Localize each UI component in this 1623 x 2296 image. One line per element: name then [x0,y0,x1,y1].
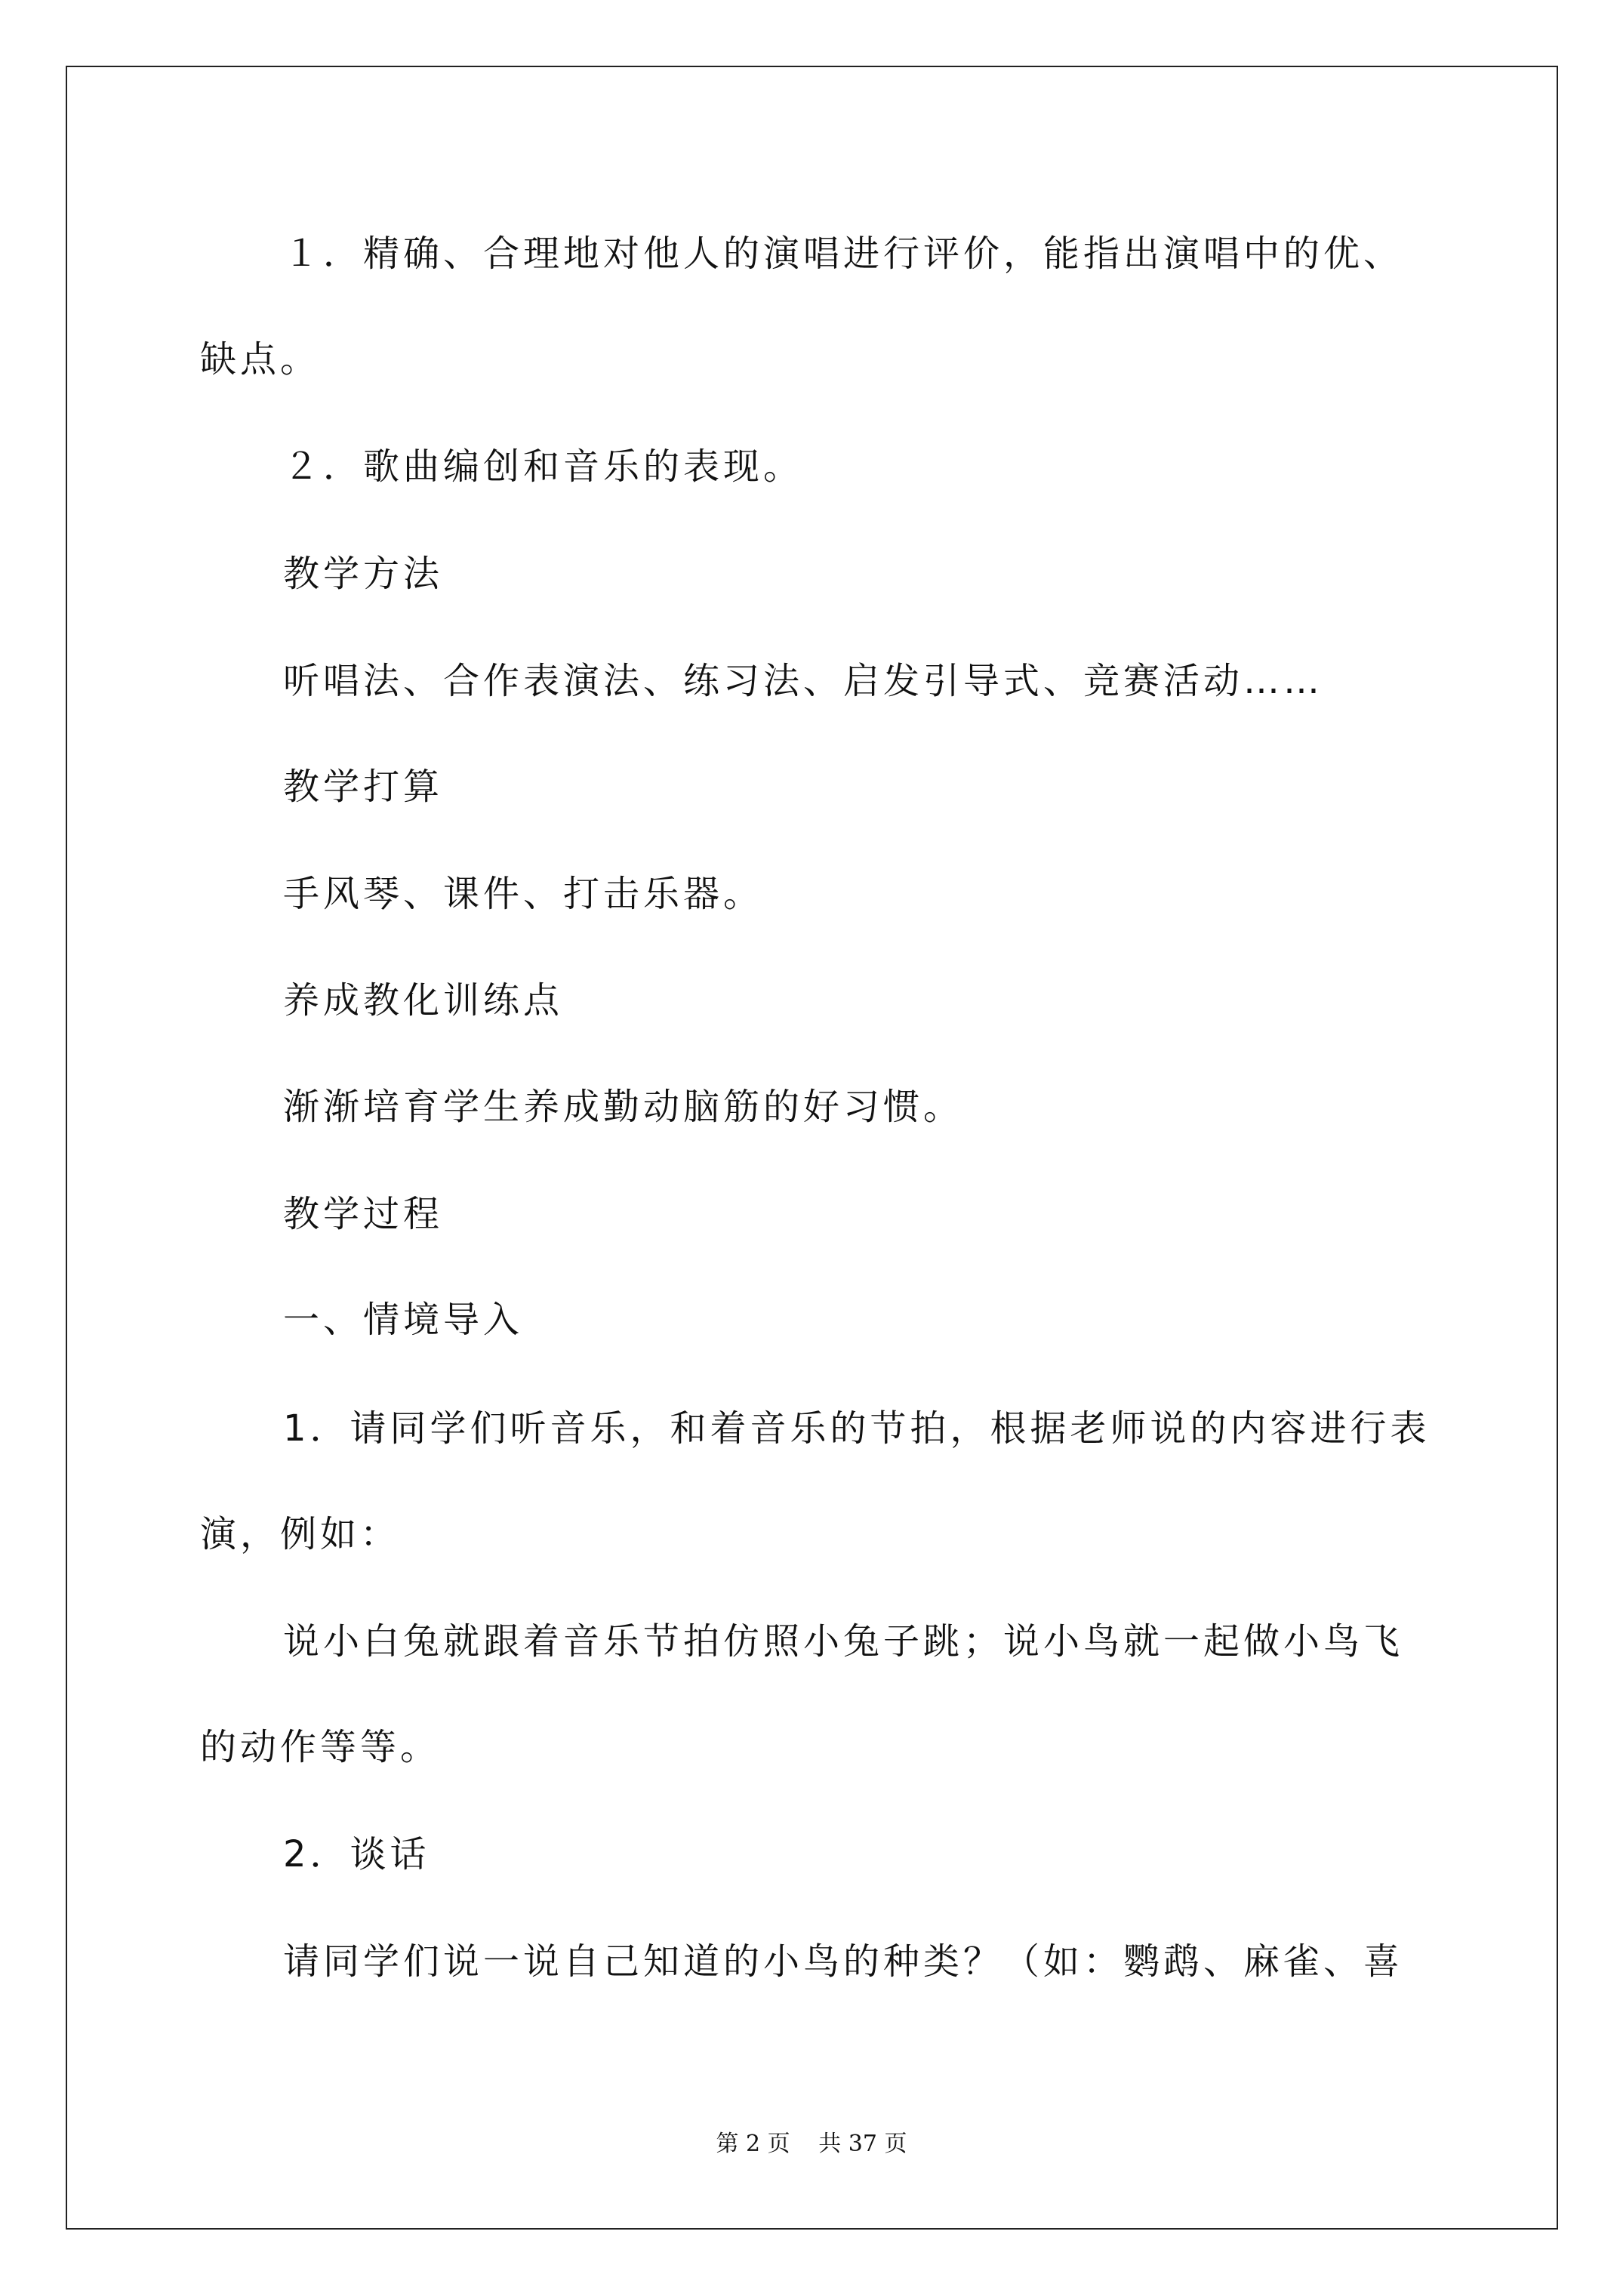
page-border [66,66,1558,2230]
section-heading: 养成教化训练点 [283,979,564,1022]
page-footer [0,2129,1623,2159]
paragraph-line: 请同学们说一说自己知道的小鸟的种类？（如：鹦鹉、麻雀、喜 [283,1940,1404,1983]
paragraph-line: 缺点。 [200,338,321,381]
paragraph-line: 的动作等等。 [200,1726,441,1768]
section-heading: 教学打算 [283,766,444,808]
section-heading: 教学方法 [283,553,444,595]
paragraph-line: 听唱法、合作表演法、练习法、启发引导式、竞赛活动…… [283,660,1324,702]
section-heading: 教学过程 [283,1193,444,1235]
paragraph-line: 1．请同学们听音乐，和着音乐的节拍，根据老师说的内容进行表 [283,1407,1431,1450]
paragraph-line: 渐渐培育学生养成勤动脑筋的好习惯。 [283,1086,964,1128]
page-total: 共 37 页 [818,2131,907,2157]
paragraph-line: 演，例如： [200,1513,401,1555]
paragraph-line: 手风琴、课件、打击乐器。 [283,873,764,915]
page-number: 第 2 页 [716,2131,790,2157]
paragraph-line: 说小白兔就跟着音乐节拍仿照小兔子跳；说小鸟就一起做小鸟飞 [283,1620,1404,1663]
section-heading: 一、情境导入 [283,1299,524,1341]
paragraph-line: １．精确、合理地对他人的演唱进行评价，能指出演唱中的优、 [283,233,1404,275]
paragraph-line: 2．谈话 [283,1833,430,1875]
paragraph-line: ２．歌曲编创和音乐的表现。 [283,445,804,488]
